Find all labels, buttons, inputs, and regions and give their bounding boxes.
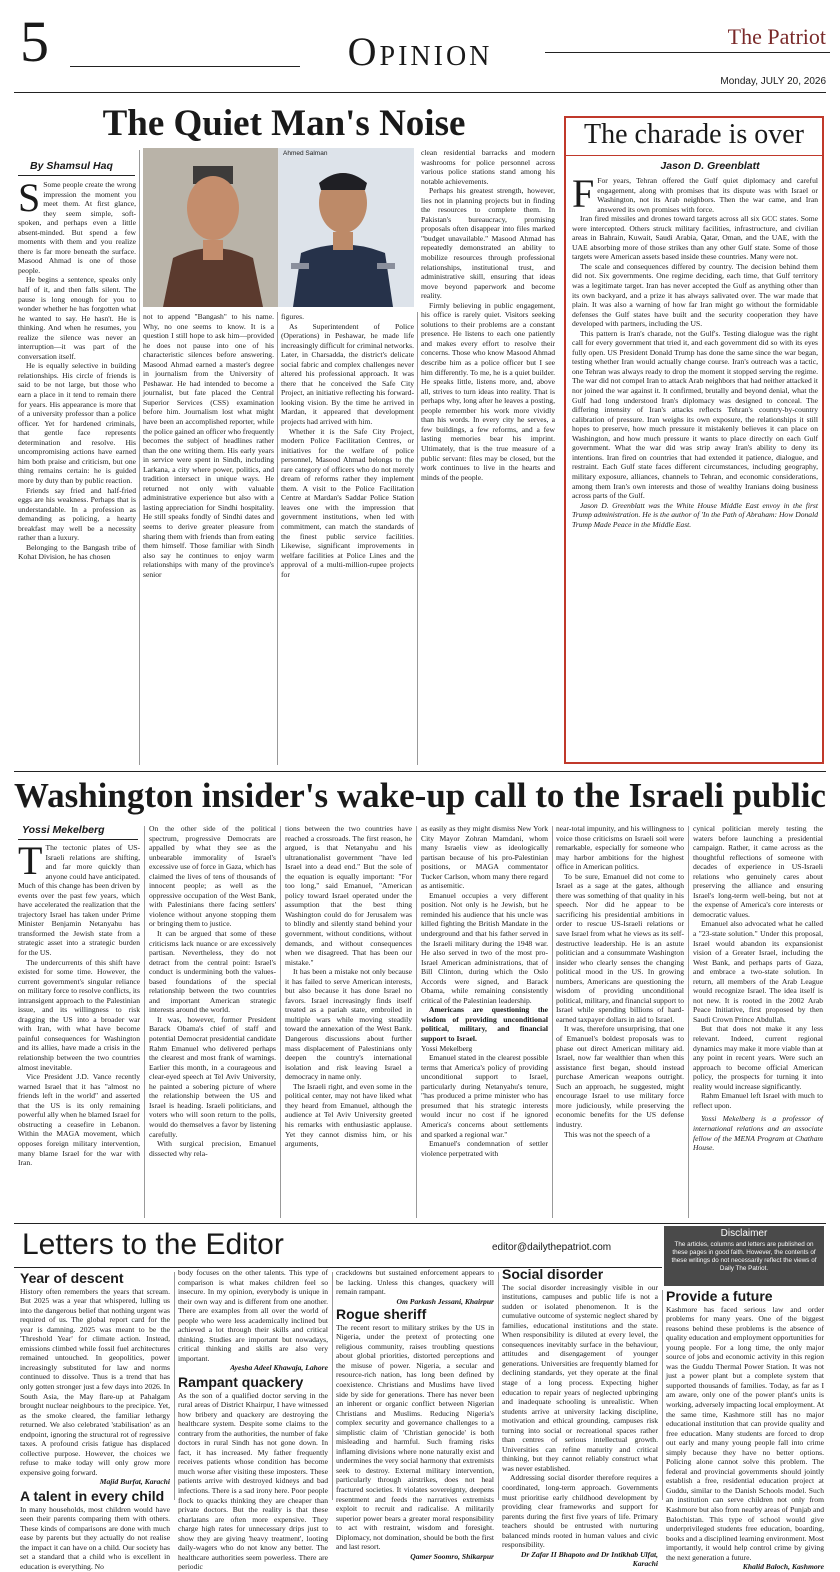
dropcap-s: S [18, 175, 41, 220]
article3-paragraph: It was, therefore unsurprising, that one of Emanuel's boldest proposals was to phase out direct American military aid. Israel, now far wealthier than when this assistance first began, should instead purchase American weapons outright. Such an approach, he suggested, might encourage Israel to use military force more judiciously, while preserving the economic benefits for the US defense industry. [556, 1024, 684, 1129]
article2-title-rule [566, 155, 822, 156]
article3-paragraph: as easily as they might dismiss New York City Mayor Zohran Mamdani, whom many Israelis view as ideologically partisan because of his pro-Palestinian positions, or MAGA commentator Tucker Carlson, whom many there regard as antisemitic. [421, 824, 548, 891]
article1-col1 [18, 175, 136, 765]
letter-signature: Om Parkash Jessani, Khairpur [396, 1296, 494, 1306]
paper-name: The Patriot [727, 24, 826, 49]
letter-body: The recent resort to military strikes by the US in Nigeria, under the pretext of protecting one religious community, raises troubling questions about global priorities, distorted perceptions and the misuse of power. Nigeria, a secular and resource-rich nation, has long been defined by coexistence. Christians and Muslims have lived side by side for generations. There has never been an inherent or organic conflict between Nigerian Christians and Muslims. Reducing Nigeria's complex security and governance challenges to a simplistic claim of 'Christian genocide' is both misleading and harmful. Such framing risks inflaming divisions where none naturally exist and undermines the very social harmony that extremists seek to destroy. External military intervention, particularly through airstrikes, does not heal fractured societies. It violates sovereignty, deepens resentment and feeds the narratives extremists exploit to recruit and radicalise. A militarily superior power bears a greater moral responsibility to act with restraint, wisdom and foresight. Diplomacy, not domination, should be both the first and last resort. [336, 1322, 494, 1552]
article1-paragraph: Firmly believing in public engagement, his office is rarely quiet. Visitors seeking solutions to their problems are a constant presence. He listens to each one patiently and makes every effort to resolve their concerns. Those who know Masood Ahmad describe him as a police officer but I see him differently. To me, he is a quiet builder. He speaks little, listens more, and, above all, strives to turn ideas into reality. That is perhaps why, long after he leaves a posting, people remember his work more vividly than his words. In every city he serves, a few buildings, a few reforms, and a few lasting memories bear his imprint. Ultimately, that is the true measure of a public servant: files may be closed, but the work continues to live in the hearts and minds of the people. [421, 300, 555, 482]
letter-body: body focuses on the other talents. This type of comparison is what makes children feel so insecure. In my opinion, everybody is unique in their own way and is different from one another. There are examples from all over the world of people who were less academically inclined but achieved a lot through their skills and critical thinking. Studies are important but nowadays, critical thinking and skills are also very important. [178, 1268, 328, 1363]
article2-byline: Jason D. Greenblatt [660, 160, 760, 172]
portrait-illustration [143, 148, 414, 307]
article3-paragraph: Rahm Emanuel left Israel with much to reflect upon. [693, 1091, 823, 1110]
article1-col3 [281, 312, 414, 767]
letters-col2 [178, 1268, 328, 1572]
letters-col1 [20, 1270, 170, 1571]
col-divider [332, 1272, 333, 1500]
dropcap-f: F [572, 171, 595, 216]
disclaimer-text: The articles, columns and letters are published on these pages in good faith. However, the contents of these writings do not necessarily reflect the views of Daily The Patriot. [671, 1241, 817, 1272]
letter-body: As the son of a qualified doctor serving in the rural areas of District Khairpur, I have witnessed how bribery and quackery are destroying the healthcare system. Despite some claims to the contrary from the authorities, the number of fake doctors in rural Sindh has not gone down. In fact, it has increased. My father frequently receives patients whose condition has become much worse after visiting these imposters. These patients arrive with destroyed kidneys and bad infections. There is a sad irony here. Poor people flock to quacks thinking they are cheaper than private doctors. But the reality is that these charlatans are often more expensive. They charge high rates for unnecessary drips just to show they are giving 'heavy treatment', looting daily-wagers who do not know any better. The healthcare authorities seem powerless. There are periodic [178, 1390, 328, 1572]
col-divider [498, 1272, 499, 1500]
col-divider [662, 1290, 663, 1500]
col-divider [139, 150, 140, 765]
article1-paragraph: figures. [281, 312, 304, 321]
article3-col4 [421, 824, 548, 1218]
article3-author-bio: Yossi Mekelberg is a professor of international relations and an associate fellow of the MENA Program at Chatham House. [693, 1114, 823, 1153]
article1-col4 [421, 148, 555, 768]
article2-paragraph: This pattern is Iran's charade, not the Gulf's. Testing dialogue was the right call for every government that tried it, and each government did so with its eyes fully open. US President Donald Trump has done the same since the war began, testing whether Iran would actually change course. Iran's outreach was a tactic, one Tehran was always ready to drop the moment it stopped serving the regime. The war did not compel Iran to attack Arab neighbors that had neither attacked it nor joined the war against it. It confirmed, brutally and beyond denial, what the Gulf had long understood Iran's diplomacy was designed to conceal. The differing intensity of Iran's attacks reflects Tehran's country-by-country calibration of pressure. Iran weighs its own exposure, the relationships it still hopes to preserve, how much pressure it mistakenly believes it can place on Washington, and how much pressure it wants to place directly on each Gulf government. What the war did was strip away Iran's ability to deny its intentions. Iran fired on countries that had extended it patience, dialogue, and restraint. Each Gulf state faces different circumstances, including geography, military exposure, alliances, channels to Tehran, and economic considerations, among them Iran's own interests and those of wealthy Iranians doing business across parts of the Gulf. [572, 328, 818, 501]
article1-paragraph: Whether it is the Safe City Project, modern Police Facilitation Centres, or initiatives for the welfare of police personnel, Masood Ahmad belongs to the rare category of officers who do not merely dream of reforms rather they implement them. A visit to the Police Facilitation Centre at Mardan's Saddar Police Station leaves one with the impression that government institutions, when led with commitment, can match the standards of the finest public service facilities. Likewise, significant improvements in welfare facilities at Police Lines and the approval of a multi-million-rupee projects for [281, 426, 414, 579]
article2-paragraph: The scale and consequences differed by country. The decision behind them did not. Six governments. One regime deciding, each time, that Gulf territory was a legitimate target. Iran has never accepted the Gulf as anything other than its own backyard, and a prize it has always salivated over. The war made that plain. It was also a warning of how far Iran might go without the formidable defenses the Gulf states have built and the security cooperation they have developed with partners, including the US. [572, 261, 818, 329]
article3-paragraph: The Israeli right, and even some in the political center, may not have liked what they heard from Emanuel, although the audience at Tel Aviv University greeted his remarks with enthusiastic applause. Yet they cannot dismiss him, or his arguments, [285, 1081, 412, 1149]
page-number: 5 [20, 9, 49, 74]
article1-headline: The Quiet Man's Noise [102, 103, 466, 144]
article1-paragraph: Perhaps his greatest strength, however, lies not in planning projects but in finding the resources to complete them. In Pakistan's bureaucracy, promising proposals often disappear into files marked "budget unavailable." Masood Ahmad has repeatedly demonstrated an ability to mobilize resources through professional relationships, institutional trust, and administrative skill, ensuring that ideas move beyond paperwork and become reality. [421, 186, 555, 301]
article1-paragraph: As Superintendent of Police (Operations) in Peshawar, he made life increasingly difficult for criminal networks. Later, in Charsadda, the district's delicate social fabric and complex challenges never altered his professional approach. It was there that he conceived the Safe City Project, an initiative reflecting his forward-looking vision. By the time he arrived in Mardan, it appeared that development projects had arrived with him. [281, 321, 414, 427]
letters-col5 [666, 1288, 824, 1572]
article3-col2 [149, 824, 276, 1218]
article3-paragraph: This was not the speech of a [564, 1129, 651, 1139]
col-divider [688, 826, 689, 1218]
article3-headline: Washington insider's wake-up call to the Israeli public [14, 776, 826, 815]
article3-paragraph: To be sure, Emanuel did not come to Israel as a sage at the gates, although there was something of that quality in his speech. Nor did he appear to be sacrificing his presidential ambitions in order to rescue US-Israeli relations or save Israel from what he views as its self-destructive leadership. He is an astute politician and a consummate Washington insider who clearly senses the changing political mood in the US. In growing numbers, Americans are questioning the wisdom of providing unconditional political, military, and financial support to Israel while spending billions of hard-earned taxpayer dollars in aid to Israel. [556, 871, 684, 1024]
article3-paragraph: cynical politician merely testing the waters before launching a presidential campaign. Rather, it came across as the thoughtful reflections of someone with decades of experience in US-Israeli relations who genuinely cares about preserving the alliance and ensuring Israel's long-term well-being, but not at the expense of America's core interests or democratic values. [693, 824, 823, 919]
article2-paragraph: Iran fired missiles and drones toward targets across all six GCC states. Some were intercepted. Others struck military facilities, infrastructure, and civilian areas in Bahrain, Kuwait, Saudi Arabia, Qatar, Oman, and the UAE, with the UAE absorbing more of those strikes than any other Gulf state. Some of those targets were American assets based inside these countries. Many were not. [572, 214, 818, 262]
letter-body: The social disorder increasingly visible in our institutions, campuses and public life is not a sudden or isolated phenomenon. It is the cumulative outcome of systemic neglect shared by families, educational institutions and the state. When responsibility is diluted at every level, the consequences inevitably surface in the behaviour, attitudes and disengagement of younger generations. Universities are frequently blamed for declining standards, yet they operate at the final stage of a long process. Expecting higher education to repair years of neglected upbringing and inadequate schooling is unrealistic. When students arrive at university lacking discipline, motivation and ethical grounding, campuses risk turning into social or recreational spaces rather than centres of serious intellectual growth. Universities can refine maturity and critical thinking, but they cannot reliably construct what was never established. [502, 1282, 658, 1473]
col-divider [552, 826, 553, 1218]
dropcap-t: T [18, 838, 43, 883]
article3-pull-quote-author: Yossi Mekelberg [421, 1043, 473, 1053]
article2-author-bio: Jason D. Greenblatt was the White House Middle East envoy in the first Trump administration. He is the author of 'In the Path of Abraham: How Donald Trump Made Peace in the Middle East. [572, 500, 818, 529]
article3-paragraph: With surgical precision, Emanuel dissected why rela- [149, 1139, 276, 1158]
letters-col4 [502, 1266, 658, 1569]
letter-signature: Ayesha Adeel Khawaja, Lahore [230, 1363, 328, 1373]
article3-paragraph: Emanuel also advocated what he called a "23-state solution." Under this proposal, Israel would abandon its expansionist vision of a Greater Israel, including the West Bank, and perhaps parts of Gaza, and embrace a two-state solution. In return, all members of the Arab League would recognize Israel. The idea itself is not new. It is rooted in the 2002 Arab Peace Initiative, first proposed by then Saudi Crown Prince Abdullah. [693, 919, 823, 1024]
section-rule [14, 771, 826, 772]
letters-top-rule [14, 1223, 826, 1224]
masthead-rule-left [70, 66, 300, 67]
letters-col3 [336, 1268, 494, 1561]
section-title: Opinion [347, 29, 493, 74]
article1-paragraph: He is equally selective in building relationships. His circle of friends is said to be not large, but those who earn a place in it tend to remain there for years. His appearance is more that of a university professor than a police officer. Yet for hardened criminals, that gentle face represents determination and resolve. His uncompromising actions have earned him both praise and criticism, but one thing remains certain: he is guided more by duty than by public reaction. [18, 361, 136, 485]
article3-byline: Yossi Mekelberg [22, 824, 105, 836]
article1-paragraph: not to append "Bangash" to his name. Why, no one seems to know. It is a question I still hope to ask him—provided he does not pause into one of his characteristic silences before answering. Masood Ahmad earned a master's degree in journalism from the University of Peshawar. He had intended to become a journalist, but fate placed the Central Superior Services (CSS) examination before him. Journalism lost what might have been an accomplished reporter, while the police gained an officer who frequently becomes the subject of headlines rather than the one writing them. His early years in service were spent in Sindh, including Larkana, a city where power, politics, and tradition intersect in unique ways. He returned not only with valuable administrative experience but also with a lasting appreciation for Sindhi hospitality. He still speaks fondly of Sindhi dates and seems to derive greater pleasure from sharing them with friends than from eating them himself. Those familiar with Sindh also say he continues to enjoy warm relationships with many of the province's senior [143, 312, 275, 579]
letter-heading: Social disorder [502, 1266, 604, 1282]
letter-heading: Rampant quackery [178, 1374, 304, 1391]
article3-paragraph: It was, however, former President Barack Obama's chief of staff and potential Democrat presidential candidate Rahm Emanuel who delivered perhaps the clearest and most frank of warnings. Earlier this month, in a courageous and clear-eyed speech at Tel Aviv University, he painted a sobering picture of where the relationship between the US and Israel is heading. Israeli politicians, and voters who will soon return to the polls, would do themselves a favor by listening carefully. [149, 1014, 276, 1139]
article3-paragraph: Vice President J.D. Vance recently warned Israel that it has "almost no friends left in the world" and asserted that the US is its only remaining powerful ally when he blamed Israel for obstructing a ceasefire in Lebanon. Within the MAGA movement, which opposes foreign military intervention, many blame Israel for the war with Iran. [18, 1072, 140, 1168]
article1-paragraph: He begins a sentence, speaks only half of it, and then falls silent. The pause is long enough for you to wonder whether he has forgotten what he wanted to say. He hasn't. He is thinking. And when he resumes, you realize the silence was never an interruption—it was part of the conversation itself. [18, 275, 136, 361]
masthead-bottom-rule [14, 92, 826, 93]
disclaimer-title: Disclaimer [720, 1228, 768, 1239]
letter-heading: A talent in every child [20, 1488, 165, 1505]
letter-body: History often remembers the years that scream. But 2025 was a year that whispered, lulling us into the dangerous belief that nothing urgent was required of us. The global report card for the year is damning. 2025 was meant to be the 'Threshold Year' for climate action. Instead, emissions climbed while fossil fuel architectures remained untouched. In geopolitics, power increasingly substituted for law and norms continued to dissolve. Thus is a trend that has only gotten stronger just a few days into 2026. In South Asia, the May flare-up at Pahalgam brought nuclear neighbours to the precipice. Yet, as the smoke cleared, the familiar lethargy returned. We also celebrated 'stabilisation' as an endpoint, ignoring the structural rot of regressive taxes. A profound crisis fatigue has displaced collective purpose. However, the choices we refuse to make today will only grow more expensive going forward. [20, 1286, 170, 1477]
article1-byline: By Shamsul Haq [30, 160, 113, 172]
article1-photo [143, 148, 414, 307]
article2-headline: The charade is over [584, 119, 804, 150]
article3-col3 [285, 824, 412, 1218]
col-divider [277, 312, 278, 765]
col-divider [416, 826, 417, 1218]
letter-body: In many households, most children would have seen their parents comparing them with others. These kinds of comparisons are done with much ease by parents but they actually do not realise the impact it can have on a child. Our society has set a standard that a child who is excellent in education is everything. No [20, 1504, 170, 1571]
letter-signature: Majid Burfat, Karachi [99, 1477, 170, 1487]
article3-paragraph: But that does not make it any less relevant. Indeed, current regional dynamics may make it more viable than at any point in recent years. Were such an approach to become official American policy, the prospects for turning it into reality would increase significantly. [693, 1024, 823, 1091]
article3-paragraph: It can be argued that some of these criticisms lack nuance or are excessively partisan. Nevertheless, they do not detract from the central point: Israel's conduct is undermining both the values-based foundations of the special relationship between the two countries and important American strategic interests around the world. [149, 929, 276, 1015]
article3-paragraph: The undercurrents of this shift have existed for some time. However, the current government's singular reliance on military force to resolve conflicts, its intransigent approach to the Palestinian issue, and its willingness to risk dragging the US into a broader war with Iran, with what have become painful consequences for Washington and its allies, have made a crisis in the relationship between the two countries almost inevitable. [18, 957, 140, 1072]
article1-paragraph: Friends say fried and half-fried eggs are his weakness. Perhaps that is understandable. In a profession as demanding as policing, a hearty breakfast may well be a necessity rather than a luxury. [18, 485, 136, 543]
article3-paragraph: tions between the two countries have reached a crossroads. The first reason, he argued, is that Netanyahu and his ultranationalist government "have led Israel into a dead end." But the sole of the equation is equally important: "For too long," said Emanuel, "American policy toward Israel operated under the assumption that the best thing Washington could do for Jerusalem was to blindly and silently stand behind your government, without conditions, without demands, and without consequences when we disagreed. That has been our mistake." [285, 824, 412, 967]
letter-heading: Rogue sheriff [336, 1306, 427, 1323]
article3-col6 [693, 824, 823, 1218]
letter-signature: Dr Zafar II Bhapoto and Dr Intikhab Ulfat, Karachi [520, 1549, 658, 1569]
col-divider [417, 312, 418, 765]
article3-paragraph: Emanuel stated in the clearest possible terms that America's policy of providing unconditional support to Israel, particularly during Netanyahu's tenure, "has produced a prime minister who has presumed that his strategic interests would incur no cost if he ignored America's concerns about settlements and sparked a regional war." [421, 1053, 548, 1139]
col-divider [144, 826, 145, 1218]
letters-email[interactable]: editor@dailythepatriot.com [492, 1242, 612, 1253]
article1-paragraph: clean residential barracks and modern washrooms for police personnel across various police stations stand among his notable achievements. [421, 148, 555, 186]
article2-paragraph: For years, Tehran offered the Gulf quiet diplomacy and careful engagement, along with promises that its dispute was with Israel or Washington, not its Arab neighbors. Then the war came, and Iran answered its own promises with force. [597, 176, 818, 214]
photo-caption: Ahmed Salman [283, 150, 328, 157]
article3-pull-quote: Americans are questioning the wisdom of providing unconditional political, military, and financial support to Israel. [421, 1005, 548, 1044]
col-divider [280, 826, 281, 1218]
article3-paragraph: Emanuel occupies a very different position. Not only is he Jewish, but he reminded his audience that his uncle was killed fighting the British Mandate in the underground and that his father served in the Israeli military during the 1948 war. He also served in two of the most pro-Israel American administrations, that of Bill Clinton, during which the Oslo Accords were signed, and Barack Obama, while remaining consistently critical of the Palestinian leadership. [421, 890, 548, 1005]
article3-paragraph: near-total impunity, and his willingness to voice those criticisms on Israeli soil were remarkable, especially for someone who may harbor ambitions for the highest office in American politics. [556, 824, 684, 872]
article3-col1 [18, 838, 140, 1218]
article3-paragraph: It has been a mistake not only because it has failed to serve American interests, but also because it has done Israel no favors. Israel increasingly finds itself treated as a pariah state, embroiled in multiple wars while moving steadily toward the annexation of the West Bank. Dangerous discussions about further mass displacement of Palestinians only deepen the country's international isolation and risk leaving Israel a democracy in name only. [285, 967, 412, 1082]
letter-signature: Qamer Soomro, Shikarpur [410, 1551, 494, 1561]
article3-paragraph: Emanuel's condemnation of settler violence perpetrated with [421, 1139, 548, 1158]
article3-paragraph: On the other side of the political spectrum, progressive Democrats are appalled by what they see as the unbearable immorality of Israel's excessive use of force in Gaza, which has claimed the lives of tens of thousands of innocent people; as well as the oppressive occupation of the West Bank, with Palestinians there facing settlers' violence without anyone stopping them or bringing them to justice. [149, 824, 276, 929]
article1-paragraph: Belonging to the Bangash tribe of Kohat Division, he has chosen [18, 542, 136, 562]
disclaimer-box [664, 1226, 824, 1286]
letter-body: crackdowns but sustained enforcement appears to be lacking. Unless this changes, quackery will remain rampant. [336, 1268, 494, 1297]
article3-col5 [556, 824, 684, 1218]
article1-paragraph: Some people create the wrong impression the moment you meet them. At first glance, they seem simple, soft-spoken, and perhaps even a little absent-minded. But spend a few moments with them and you realize there is far more beneath the surface. Masood Ahmad is one of those people. [18, 180, 136, 275]
letter-heading: Year of descent [20, 1270, 124, 1286]
issue-date: Monday, JULY 20, 2026 [720, 76, 826, 87]
article1-col2 [143, 312, 274, 767]
letter-body: Kashmore has faced serious law and order problems for many years. One of the biggest reasons behind these problems is the absence of quality education and employment opportunities for young people. For a long time, the only major source of jobs and economic activity in this region was the Guddu Thermal Power Station. It was not just a power plant but a complete system that supported thousands of families. Today, as far as I am aware, only one of the power plant's units is working, adversely impacting local employment. At the same time, Kashmore still has no major educational institution that can provide quality and free education. Many students are forced to drop out early and many young people fall into crime simply because they have no better options. Policing alone cannot solve this problem. The federal and provincial governments should jointly establish a free, residential education project at Guddu, similar to the Danish Schools model. Such an institution can serve children not only from Kashmore but also from nearby areas of Punjab and Balochistan. This type of school would give underprivileged students free education, boarding, books and a disciplined learning environment. Most importantly, it would help control crime by giving the next generation a future. [666, 1304, 824, 1562]
letter-heading: Provide a future [666, 1288, 773, 1304]
letter-signature: Khalid Baloch, Kashmore [742, 1562, 824, 1572]
letter-body: Addressing social disorder therefore requires a coordinated, long-term approach. Governments must prioritise early childhood development by providing clear frameworks and support for parents during the first five years of life. Primary teachers should be entrusted with nurturing balanced minds rooted in human values and civic responsibility. [502, 1473, 658, 1550]
letters-heading: Letters to the Editor [22, 1228, 284, 1261]
article2-body [572, 171, 818, 759]
col-divider [174, 1272, 175, 1500]
masthead-rule-right [545, 52, 830, 53]
article3-paragraph: The tectonic plates of US-Israeli relations are shifting, and far more quickly than anyone could have anticipated. Much of this change has been driven by events over the past few years, which have accelerated the realization that the trajectory Israel has taken under Prime Minister Benjamin Netanyahu has transformed the Jewish state from a strategic asset into a strategic burden for the US. [18, 843, 140, 958]
